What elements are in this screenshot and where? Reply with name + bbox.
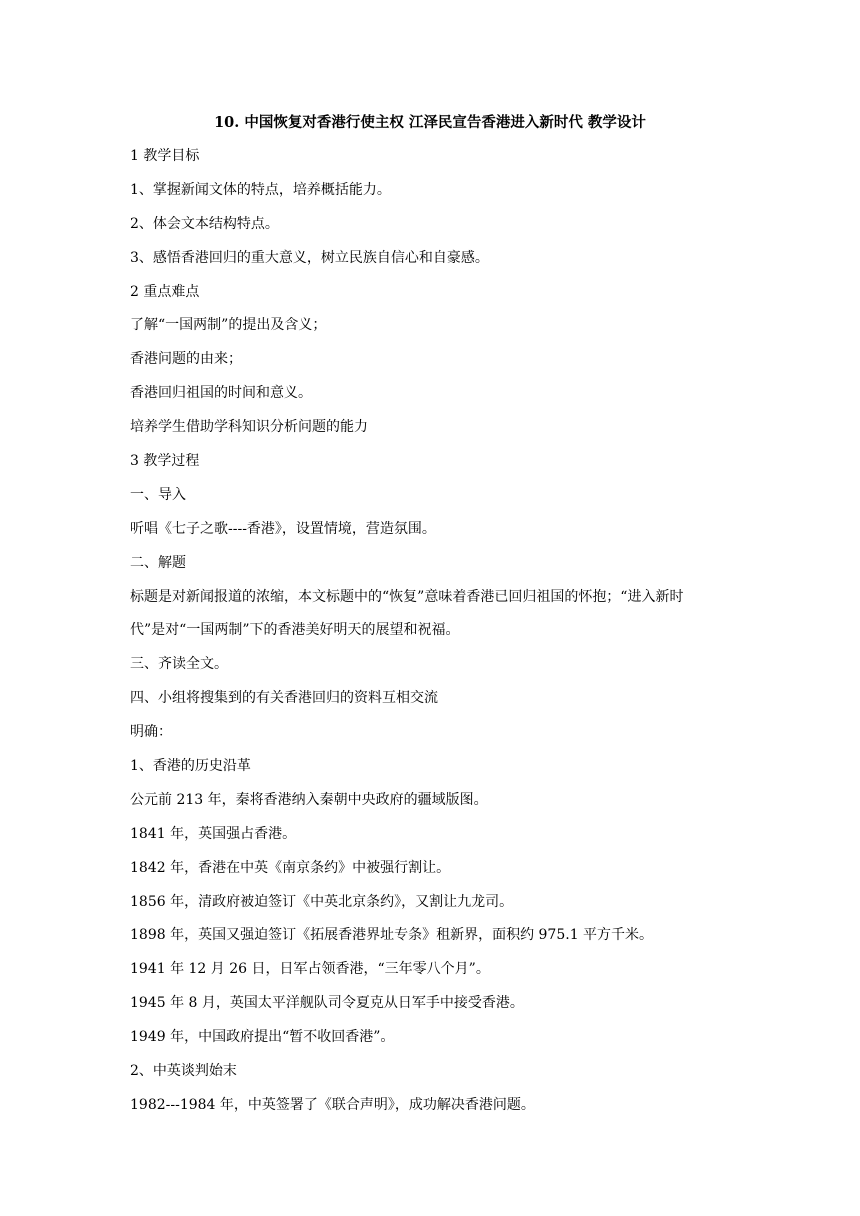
history-item: 1941 年 12 月 26 日，日军占领香港，“三年零八个月”。 bbox=[130, 961, 490, 978]
paragraph: 听唱《七子之歌----香港》，设置情境，营造氛围。 bbox=[130, 520, 436, 537]
history-item: 1898 年，英国又强迫签订《拓展香港界址专条》租新界，面积约 975.1 平方千米。 bbox=[130, 927, 654, 944]
history-item: 1841 年，英国强占香港。 bbox=[130, 825, 297, 842]
history-item: 1949 年，中国政府提出“暂不收回香港”。 bbox=[130, 1029, 395, 1046]
key-point-item: 了解“一国两制”的提出及含义； bbox=[130, 317, 327, 334]
section-heading-key-points: 2 重点难点 bbox=[130, 283, 200, 300]
process-step-heading: 三、齐读全文。 bbox=[130, 656, 228, 673]
process-step-heading: 四、小组将搜集到的有关香港回归的资料互相交流 bbox=[130, 690, 438, 707]
process-step-heading: 二、解题 bbox=[130, 554, 186, 571]
key-point-item: 培养学生借助学科知识分析问题的能力 bbox=[130, 419, 368, 436]
objective-item: 2、体会文本结构特点。 bbox=[130, 215, 279, 232]
document-body bbox=[130, 146, 730, 1129]
objective-item: 1、掌握新闻文体的特点，培养概括能力。 bbox=[130, 181, 391, 198]
key-point-item: 香港回归祖国的时间和意义。 bbox=[130, 385, 312, 402]
history-item: 1945 年 8 月，英国太平洋舰队司令夏克从日军手中接受香港。 bbox=[130, 995, 524, 1012]
history-item: 1856 年，清政府被迫签订《中英北京条约》，又割让九龙司。 bbox=[130, 893, 514, 910]
section-heading-process: 3 教学过程 bbox=[130, 453, 200, 470]
document-title: 10. 中国恢复对香港行使主权 江泽民宣告香港进入新时代 教学设计 bbox=[214, 114, 646, 131]
paragraph: 明确： bbox=[130, 724, 172, 741]
history-item: 公元前 213 年，秦将香港纳入秦朝中央政府的疆域版图。 bbox=[130, 791, 488, 808]
objective-item: 3、感悟香港回归的重大意义，树立民族自信心和自豪感。 bbox=[130, 249, 489, 266]
section-heading-objectives: 1 教学目标 bbox=[130, 148, 200, 164]
history-item: 1982---1984 年，中英签署了《联合声明》，成功解决香港问题。 bbox=[130, 1096, 535, 1113]
paragraph: 标题是对新闻报道的浓缩，本文标题中的“恢复”意味着香港已回归祖国的怀抱；“进入新时 bbox=[130, 588, 684, 605]
key-point-item: 香港问题的由来； bbox=[130, 351, 242, 368]
subsection-heading: 2、中英谈判始末 bbox=[130, 1063, 237, 1080]
paragraph-continuation: 代”是对“一国两制”下的香港美好明天的展望和祝福。 bbox=[130, 622, 460, 639]
history-item: 1842 年，香港在中英《南京条约》中被强行割让。 bbox=[130, 859, 451, 876]
subsection-heading: 1、香港的历史沿革 bbox=[130, 758, 251, 775]
process-step-heading: 一、导入 bbox=[130, 486, 186, 503]
